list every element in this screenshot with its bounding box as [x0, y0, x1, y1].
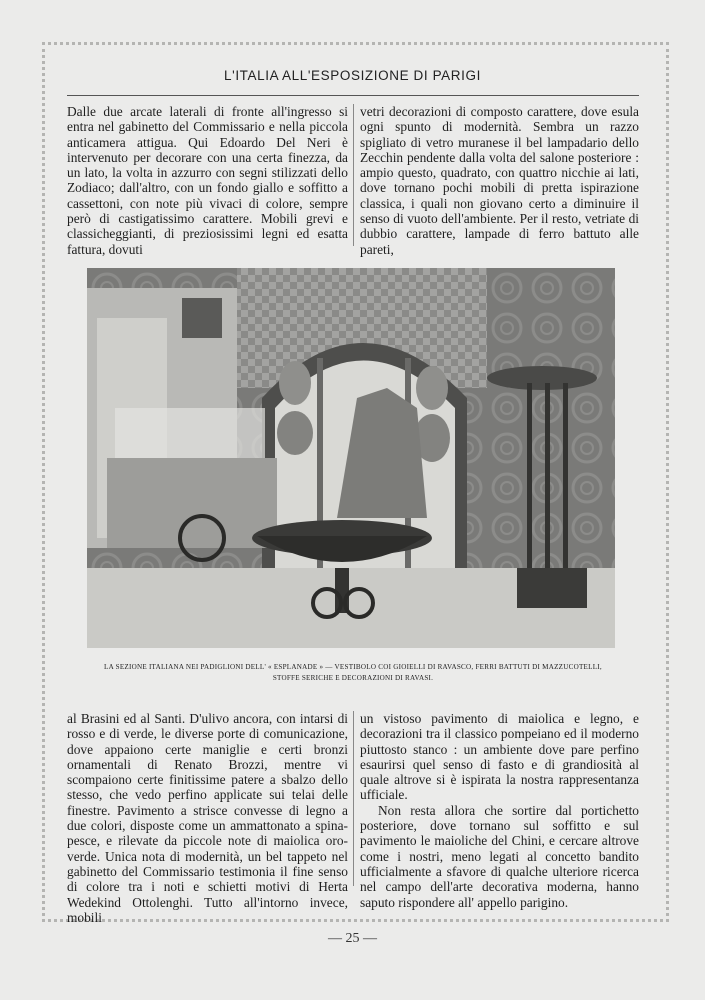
paragraph: un vistoso pavimento di maiolica e legno, e decorazioni tra il classico pompeiano ed il moderno piuttosto stanco : un ambiente dove pare perfino esaurirsi quel senso di fasto e di grandiosità al quale altrove si è ispirata la nostra rappresentanza ufficiale. — [360, 711, 639, 803]
text-column-3 — [67, 711, 348, 925]
exhibition-photograph — [87, 268, 615, 648]
column-divider-bottom — [353, 711, 354, 886]
text-column-4 — [360, 711, 639, 910]
paragraph: vetri decorazioni di composto carattere, dove esula ogni spunto di modernità. Sembra un razzo spigliato di vetro muranese il bel lampadario dello Zecchin pendente dalla volta del salone posteriore : ampio questo, quadrato, con quattro nicchie ai lati, dove tornano pochi mobili di pretta ispirazione classica, i quali non giovano certo a diminuire il senso di vuoto dell'ambiente. Per il resto, vetriate di dubbio carattere, lampade di ferro battuto alle pareti, — [360, 104, 639, 257]
paragraph: al Brasini ed al Santi. D'ulivo ancora, con intarsi di rosso e di verde, le diverse porte di comunicazione, dove appaiono certe maniglie e certi bronzi ornamentali di Renato Brozzi, mentre vi scompaiono certe finitissime patere a sbalzo dello stesso, che vedo perfino applicate sui telai delle finestre. Pavimento a strisce convesse di legno a due colori, disposte come un ammattonato a spina-pesce, e rilevate da piccole note di maiolica oro-verde. Unica nota di modernità, un bel tappeto nel gabinetto del Commissario testimonia il fine senso di colore tra i noti e schietti motivi di Herta Wedekind Ottolenghi. Tutto all'intorno invece, mobili — [67, 711, 348, 925]
paragraph: Non resta allora che sortire dal portichetto posteriore, dove tornano sul soffitto e sul pavimento le maioliche del Chini, e cercare altrove come i nostri, meno legati al concetto bandito ufficialmente a sfavore di qualche ulteriore ricerca nel campo dell'arte decorativa moderna, hanno saputo rispondere all' appello parigino. — [360, 802, 639, 910]
figure-caption — [72, 662, 634, 683]
running-header: L'ITALIA ALL'ESPOSIZIONE DI PARIGI — [224, 68, 481, 83]
page-number: — 25 — — [328, 931, 377, 946]
header-rule — [67, 95, 639, 96]
caption-line-1: LA SEZIONE ITALIANA NEI PADIGLIONI DELL' « ESPLANADE » — VESTIBOLO COI GIOIELLI DI RAVASCO, FERRI BATTUTI DI MAZZUCOTELLI, — [104, 663, 602, 671]
paragraph: Dalle due arcate laterali di fronte all'ingresso si entra nel gabinetto del Commissario e nella piccola anticamera attigua. Qui Edoardo Del Neri è intervenuto per decorare con una certa finezza, da un lato, la volta in azzurro con segni stilizzati dello Zodiaco; dall'altro, con un fondo giallo e soffitto a cassettoni, con note più vivaci di colore, sempre però di castigatissimo carattere. Mobili grevi e classicheggianti, di preziosissimi legni ed esatta fattura, dovuti — [67, 104, 348, 257]
text-column-2 — [360, 104, 639, 257]
column-divider-top — [353, 104, 354, 246]
caption-line-2: STOFFE SERICHE E DECORAZIONI DI RAVASI. — [272, 673, 434, 682]
text-column-1 — [67, 104, 348, 257]
